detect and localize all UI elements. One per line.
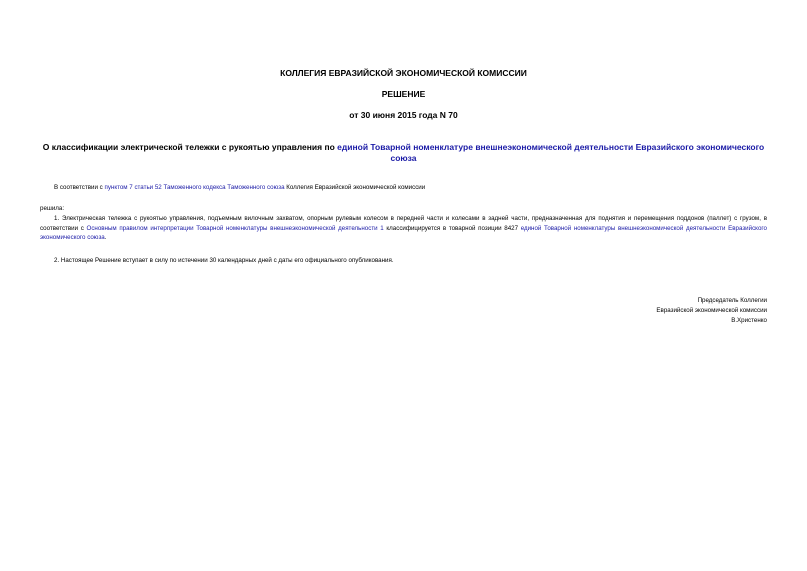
customs-code-link[interactable]: пунктом 7 статьи 52 Таможенного кодекса Таможенного союза (104, 184, 285, 191)
preamble-paragraph (40, 183, 767, 193)
signature-position: Председатель Коллегии (697, 297, 767, 304)
interpretation-rules-link[interactable]: Основным правилом интерпретации Товарной номенклатуры внешнеэкономической деятельности 1 (86, 224, 384, 232)
signature-organization: Евразийской экономической комиссии (656, 307, 767, 314)
heading-tnved-link[interactable]: единой Товарной номенклатуре внешнеэкономической деятельности Евразийского экономического союза (337, 142, 765, 163)
preamble-prefix: В соответствии с (54, 184, 105, 191)
signature-block (467, 296, 767, 326)
signature-name: В.Христенко (731, 317, 767, 324)
document-date-number: от 30 июня 2015 года N 70 (349, 110, 458, 120)
organization-title: КОЛЛЕГИЯ ЕВРАЗИЙСКОЙ ЭКОНОМИЧЕСКОЙ КОМИССИИ (280, 68, 527, 78)
item-1-text-a: 1. Электрическая тележка с рукоятью управления, подъемным вилочным захватом, опорным рулевым колесом в передней части и колесами в задней части, предназначенная для поднятия и перемещения поддонов (паллет) с грузом, в соответствии с (40, 215, 767, 232)
item-1-text-c: . (104, 234, 107, 241)
decided-label: решила: (40, 205, 65, 212)
heading-text: О классификации электрической тележки с рукоятью управления по (42, 142, 338, 152)
preamble-suffix: Коллегия Евразийской экономической комиссии (284, 184, 426, 191)
item-2-paragraph: 2. Настоящее Решение вступает в силу по истечении 30 календарных дней с даты его официального опубликования. (54, 257, 394, 264)
document-type: РЕШЕНИЕ (381, 89, 426, 99)
tnved-link[interactable]: единой Товарной номенклатуры внешнеэкономической деятельности Евразийского экономического союза (40, 224, 767, 241)
document-heading (40, 142, 767, 164)
item-1-text-b: классифицируется в товарной позиции 8427 (383, 224, 521, 232)
item-1-paragraph (40, 214, 767, 243)
